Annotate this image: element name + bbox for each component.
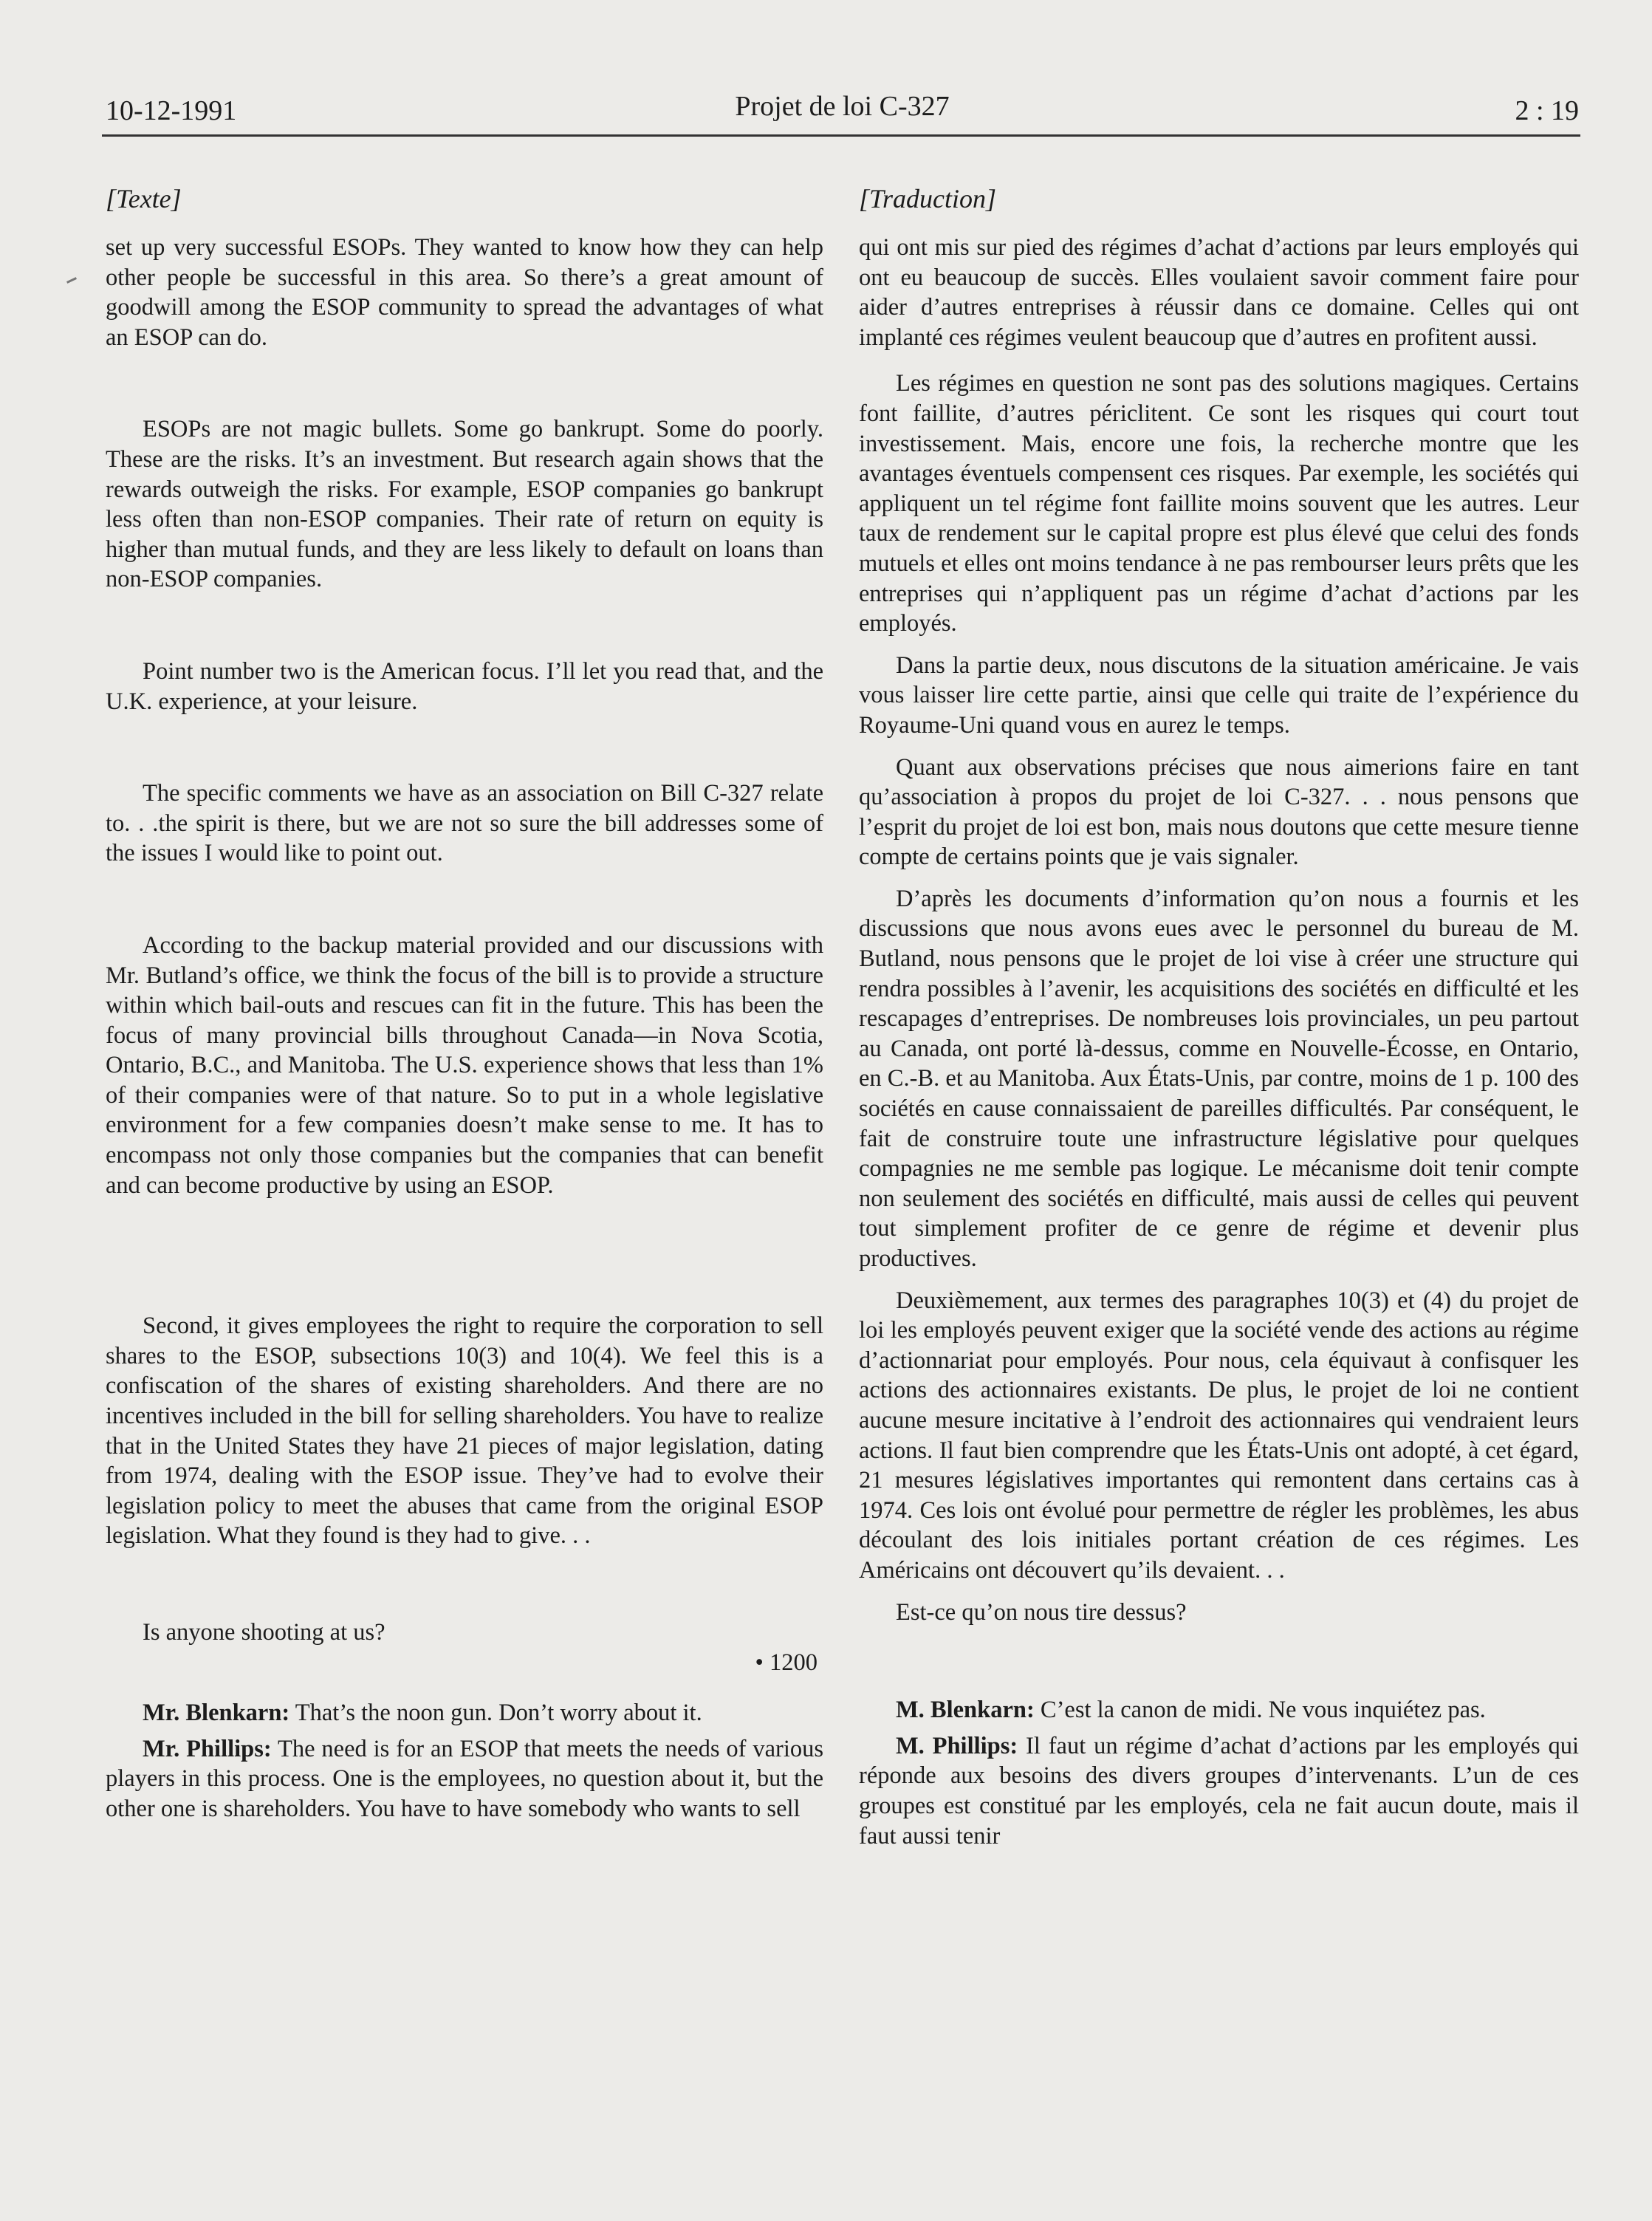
speaker-turn [106,1734,823,1824]
french-column [859,181,1579,1851]
column-label-texte: [Texte] [106,184,182,213]
paragraph: Est-ce qu’on nous tire dessus? [896,1598,1187,1626]
speaker-name: M. Blenkarn: [896,1697,1035,1724]
paragraph: Quant aux observations précises que nous aimerions faire en tant qu’association à propos du projet de loi C-327. . . nous pensons que l’esprit du projet de loi est bon, mais nous doutons que cette mesure tienne compte de certains points que je vais signaler. [859,753,1579,871]
speaker-text: That’s the noon gun. Don’t worry about it. [295,1700,702,1727]
paragraph: Is anyone shooting at us? [143,1619,385,1646]
paragraph: Second, it gives employees the right to require the corporation to sell shares to the ESOP, subsections 10(3) and 10(4). We feel this is a confiscation of the shares of existing shareholders. And there are no incentives included in the bill for selling shareholders. You have to realize that in the United States they have 21 pieces of major legislation, dating from 1974, dealing with the ESOP issue. They’ve had to evolve their legislation policy to meet the abuses that came from the original ESOP legislation. What they found is they had to give. . . [106,1313,823,1550]
speaker-text: The need is for an ESOP that meets the needs of various players in this process. One is the employees, no question about it, but the other one is shareholders. You have to have somebody who wants to sell [106,1735,823,1822]
paragraph: Point number two is the American focus. I’ll let you read that, and the U.K. experience, at your leisure. [106,657,823,715]
paragraph: qui ont mis sur pied des régimes d’achat d’actions par leurs employés qui ont eu beaucoup de succès. Elles voulaient savoir comment faire pour aider d’autres entreprises à réussir dans ce domaine. Celles qui ont implanté ces régimes veulent beaucoup que d’autres en profitent aussi. [859,234,1579,351]
paragraph: According to the backup material provided and our discussions with Mr. Butland’s office, we think the focus of the bill is to provide a structure within which bail-outs and rescues can fit in the future. This has been the focus of many provincial bills throughout Canada—in Nova Scotia, Ontario, B.C., and Manitoba. The U.S. experience shows that less than 1% of their companies were of that nature. So to put in a whole legislative environment for a few companies doesn’t make sense to me. It has to encompass not only those companies but the companies that can benefit and can become productive by using an ESOP. [106,931,823,1199]
paragraph: D’après les documents d’information qu’on nous a fournis et les discussions que nous avons eues avec le personnel du bureau de M. Butland, nous pensons que le projet de loi vise à créer une structure qui rendra possibles à l’avenir, les acquisitions des sociétés en difficulté et les rescapages d’entreprises. De nombreuses lois provinciales, un peu partout au Canada, ont porté là-dessus, comme en Nouvelle-Écosse, en Ontario, en C.-B. et au Manitoba. Aux États-Unis, par contre, moins de 1 p. 100 des sociétés en cause connaissaient de pareilles difficultés. Par conséquent, le fait de construire toute une infrastructure législative pour quelques compagnies ne me semble pas logique. Le mécanisme doit tenir compte non seulement des sociétés en difficulté, mais aussi de celles qui peuvent tout simplement profiter de ce genre de régime et devenir plus productives. [859,885,1579,1272]
paragraph: ESOPs are not magic bullets. Some go bankrupt. Some do poorly. These are the risks. It’s an investment. But research again shows that the rewards outweigh the risks. For example, ESOP companies go bankrupt less often than non-ESOP companies. Their rate of return on equity is higher than mutual funds, and they are less likely to default on loans than non-ESOP companies. [106,416,823,593]
speaker-name: M. Phillips: [896,1732,1018,1759]
speaker-text: C’est la canon de midi. Ne vous inquiétez pas. [1040,1697,1486,1724]
speaker-turn [859,1695,1579,1725]
paragraph: The specific comments we have as an association on Bill C-327 relate to. . .the spirit is there, but we are not so sure the bill addresses some of the issues I would like to point out. [106,780,823,867]
paragraph: set up very successful ESOPs. They wanted to know how they can help other people be successful in this area. So there’s a great amount of goodwill among the ESOP community to spread the advantages of what an ESOP can do. [106,234,823,351]
header-rule [102,134,1580,137]
column-label-traduction: [Traduction] [859,184,997,213]
paragraph: Deuxièmement, aux termes des paragraphes 10(3) et (4) du projet de loi les employés peuvent exiger que la société vende des actions au régime d’actionnariat pour employés. Pour nous, cela équivaut à confisquer les actions des actionnaires existants. De plus, le projet de loi ne contient aucune mesure incitative à l’endroit des actionnaires qui vendraient leurs actions. Il faut bien comprendre que les États-Unis ont adopté, à cet égard, 21 mesures législatives importantes qui remontent dans certains cas à 1974. Ces lois ont évolué pour permettre de régler les problèmes, les abus découlant des lois initiales portant création de ces régimes. Les Américains ont découvert qu’ils devaient. . . [859,1287,1579,1584]
paragraph: Les régimes en question ne sont pas des solutions magiques. Certains font faillite, d’autres périclitent. Ce sont les risques qui court tout investissement. Mais, encore une fois, la recherche montre que les avantages éventuels compensent ces risques. Par exemple, les sociétés qui appliquent un tel régime font faillite moins souvent que les autres. Leur taux de rendement sur le capital propre est plus élevé que celui des fonds mutuels et elles ont moins tendance à ne pas rembourser leurs prêts que les entreprises qui n’appliquent pas un régime d’achat d’actions par les employés. [859,370,1579,637]
header-title: Projet de loi C-327 [735,91,950,122]
paragraph: Dans la partie deux, nous discutons de la situation américaine. Je vais vous laisser lire cette partie, ainsi que celle qui traite de l’expérience du Royaume-Uni quand vous en aurez le temps. [859,651,1579,739]
speaker-text: Il faut un régime d’achat d’actions par les employés qui réponde aux besoins des divers groupes d’intervenants. L’un de ces groupes est constitué par les employés, cela ne fait aucun doute, mais il faut aussi tenir [859,1732,1579,1849]
speaker-turn [859,1731,1579,1851]
page-header [106,87,1579,131]
header-page-number: 2 : 19 [1515,95,1579,126]
speaker-name: Mr. Phillips: [143,1735,272,1762]
ink-mark [66,277,77,284]
english-column [106,181,823,1824]
header-date: 10-12-1991 [106,95,237,126]
time-marker: • 1200 [755,1649,818,1676]
speaker-name: Mr. Blenkarn: [143,1700,290,1727]
speaker-turn [106,1698,823,1728]
